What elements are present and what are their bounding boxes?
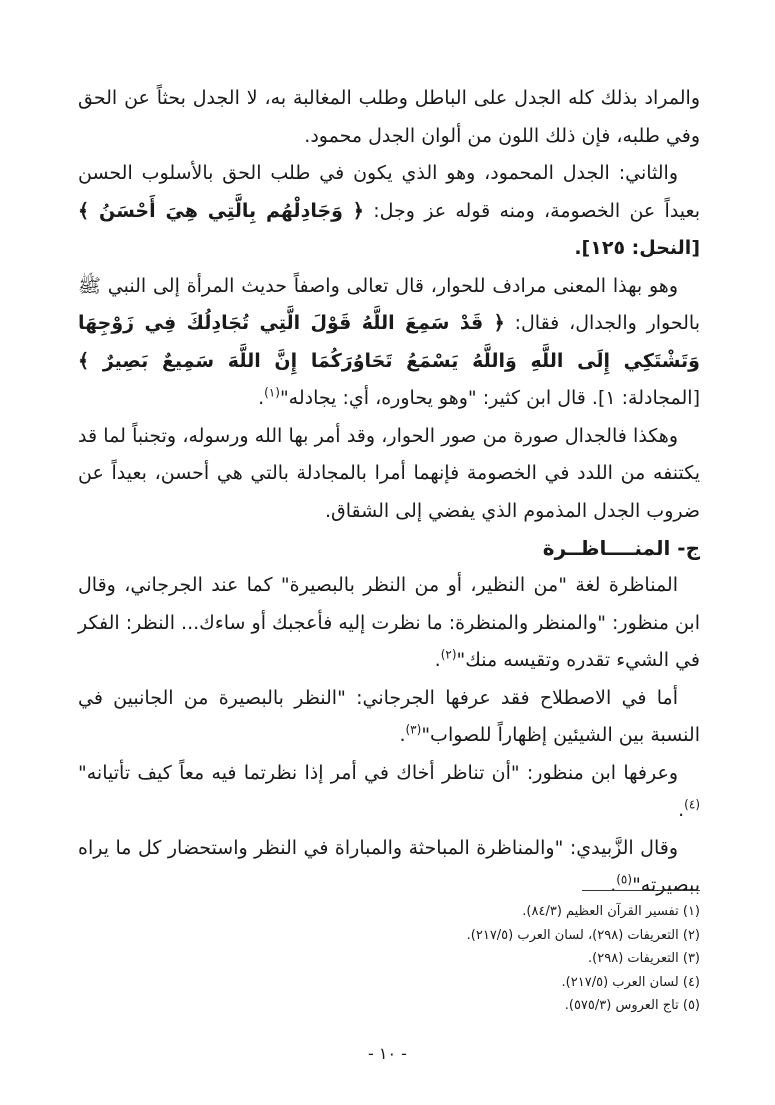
- paragraph-2: [78, 155, 700, 268]
- footnotes: [78, 900, 700, 1018]
- footnote-divider: [582, 890, 700, 891]
- quran-quote-1: ﴿ وَجَادِلْهُم بِالَّتِي هِيَ أَحْسَنُ ﴾: [78, 199, 364, 222]
- paragraph-5: [78, 567, 700, 680]
- paragraph-5-end: .: [434, 649, 441, 671]
- paragraph-3-text: وهو بهذا المعنى مرادف للحوار، قال تعالى واصفاً حديث المرأة إلى النبي ﷺ بالحوار والجدال، فقال:: [78, 274, 700, 334]
- paragraph-8-text: وقال الزَّبيدي: "والمناظرة المباحثة والمباراة في النظر واستحضار كل ما يراه ببصيرته": [78, 836, 700, 896]
- paragraph-4: وهكذا فالجدال صورة من صور الحوار، وقد أمر بها الله ورسوله، وتجنباً لما قد يكتنفه من اللدد في الخصومة فإنهما أمرا بالمجادلة بالتي هي أحسن، بعيداً عن ضروب الجدل المذموم الذي يفضي إلى الشقاق.: [78, 424, 700, 522]
- footnote-5: (٥) تاج العروس (٥٧٥/٣).: [564, 998, 700, 1013]
- paragraph-7-end: .: [678, 799, 685, 821]
- footnote-2: (٢) التعريفات (٢٩٨)، لسان العرب (٢١٧/٥).: [466, 927, 700, 943]
- paragraph-6-text: أما في الاصطلاح فقد عرفها الجرجاني: "النظر بالبصيرة من الجانبين في النسبة بين الشيئين إظهاراً للصواب": [78, 686, 700, 746]
- footnote-marker-4: (٤): [684, 797, 700, 812]
- paragraph-6: [78, 680, 700, 755]
- quran-reference-1: [النحل: ١٢٥].: [574, 237, 700, 259]
- paragraph-2-text: والثاني: الجدل المحمود، وهو الذي يكون في طلب الحق بالأسلوب الحسن بعيداً عن الخصومة، ومنه قوله عز وجل:: [78, 162, 700, 222]
- paragraph-5-text: المناظرة لغة "من النظير، أو من النظر بالبصيرة" كما عند الجرجاني، وقال ابن منظور: "والمنظر والمنظرة: ما نظرت إليه فأعجبك أو ساءك... النظر: الفكر في الشيء تقدره وتقيسه منك": [78, 574, 700, 671]
- footnote-3: (٣) التعريفات (٢٩٨).: [588, 951, 700, 966]
- footnote-marker-2: (٢): [440, 647, 457, 662]
- paragraph-8-end: .: [610, 874, 617, 896]
- footnote-marker-5: (٥): [616, 872, 633, 887]
- paragraph-8: [78, 830, 700, 905]
- paragraph-3: [78, 268, 700, 418]
- paragraph-3-end: .: [258, 387, 265, 409]
- quran-reference-2: [المجادلة: ١]. قال ابن كثير: "وهو يحاوره، أي: يجادله": [279, 387, 700, 409]
- paragraph-7-text: وعرفها ابن منظور: "أن تناظر أخاك في أمر إذا نظرتما فيه معاً كيف تأتيانه": [78, 761, 678, 784]
- page-number: - ١٠ -: [368, 1044, 407, 1063]
- quran-quote-2: ﴿ قَدْ سَمِعَ اللَّهُ قَوْلَ الَّتِي تُجَادِلُكَ فِي زَوْجِهَا وَتَشْتَكِي إِلَى اللَّهِ وَاللَّهُ يَسْمَعُ تَحَاوُرَكُمَا إِنَّ اللَّهَ سَمِيعٌ بَصِيرٌ ﴾: [78, 312, 700, 372]
- paragraph-7: [78, 755, 700, 830]
- footnote-marker-1: (١): [264, 385, 280, 400]
- paragraph-6-end: .: [399, 724, 406, 746]
- section-heading: ج- المنــــاظــرة: [542, 536, 700, 560]
- footnote-1: (١) تفسير القرآن العظيم (٨٤/٣).: [522, 904, 700, 919]
- footnote-4: (٤) لسان العرب (٢١٧/٥).: [561, 974, 700, 990]
- page-body: [78, 80, 700, 905]
- paragraph-1: والمراد بذلك كله الجدل على الباطل وطلب المغالبة به، لا الجدل بحثاً عن الحق وفي طلبه، فإن ذلك اللون من ألوان الجدل محمود.: [78, 87, 700, 147]
- footnote-marker-3: (٣): [405, 722, 422, 737]
